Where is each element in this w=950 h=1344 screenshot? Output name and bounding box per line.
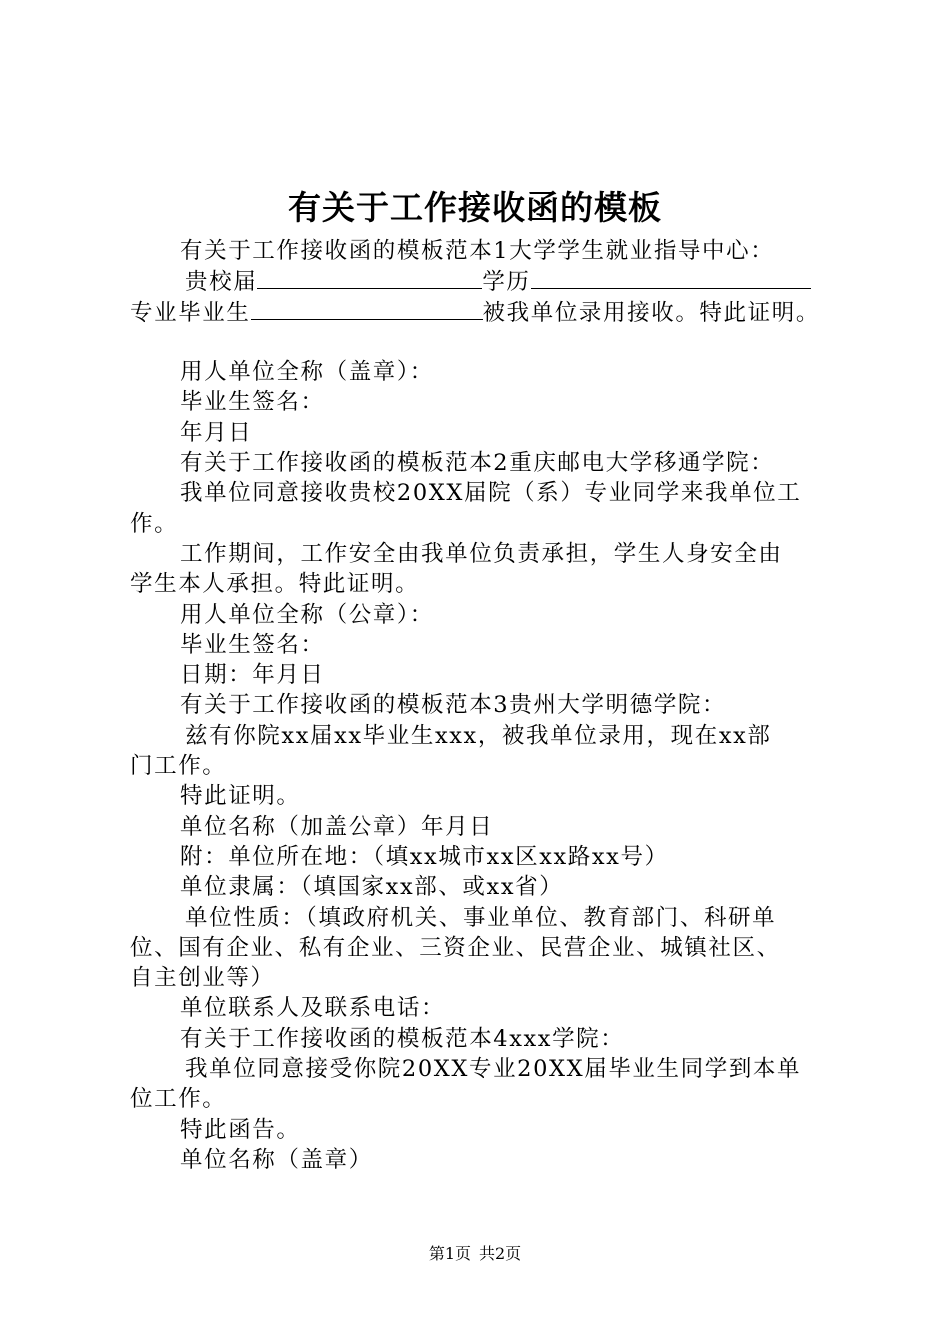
blank-line xyxy=(257,266,482,289)
sample3-affiliation: 单位隶属：（填国家xx部、或xx省） xyxy=(180,874,564,901)
sample1-line2-prefix: 贵校届 xyxy=(185,269,258,296)
sample4-unit-name: 单位名称（盖章） xyxy=(180,1146,373,1173)
sample2-unit-name: 用人单位全称（公章）： xyxy=(180,601,434,628)
sample1-line2 xyxy=(130,266,850,296)
sample1-line3 xyxy=(130,297,850,327)
sample2-paragraph2-line1: 工作期间，工作安全由我单位负责承担，学生人身安全由 xyxy=(180,540,783,567)
sample1-line2-middle: 学历 xyxy=(482,269,531,296)
blank-line xyxy=(531,266,811,289)
sample2-heading: 有关于工作接收函的模板范本2重庆邮电大学移通学院： xyxy=(180,450,775,477)
sample3-certify: 特此证明。 xyxy=(180,783,301,810)
sample3-location: 附：单位所在地：（填xx城市xx区xx路xx号） xyxy=(180,843,669,870)
sample1-line3-prefix: 专业毕业生 xyxy=(130,299,251,326)
sample3-nature-line1: 单位性质：（填政府机关、事业单位、教育部门、科研单 xyxy=(185,904,777,931)
sample1-heading: 有关于工作接收函的模板范本1大学学生就业指导中心： xyxy=(180,238,775,264)
sample1-signature: 毕业生签名： xyxy=(180,389,325,416)
document-title: 有关于工作接收函的模板 xyxy=(288,188,662,227)
sample3-paragraph1-line1: 兹有你院xx届xx毕业生xxx，被我单位录用，现在xx部 xyxy=(185,722,772,749)
page-footer xyxy=(0,1243,950,1265)
page-number-current: 第1页 xyxy=(428,1244,471,1263)
page-number-total: 共2页 xyxy=(479,1244,522,1263)
sample1-line3-suffix: 被我单位录用接收。特此证明。 xyxy=(482,299,820,326)
sample3-nature-line3: 自主创业等） xyxy=(130,965,275,992)
sample3-heading: 有关于工作接收函的模板范本3贵州大学明德学院： xyxy=(180,692,727,719)
sample1-date: 年月日 xyxy=(180,419,253,446)
sample2-paragraph2-line2: 学生本人承担。特此证明。 xyxy=(130,571,420,598)
sample3-nature-line2: 位、国有企业、私有企业、三资企业、民营企业、城镇社区、 xyxy=(130,934,781,961)
sample2-date: 日期：年月日 xyxy=(180,662,325,689)
sample4-paragraph1-line1: 我单位同意接受你院20XX专业20XX届毕业生同学到本单 xyxy=(185,1056,802,1083)
sample2-paragraph1-line2: 作。 xyxy=(130,510,179,537)
sample1-unit-name: 用人单位全称（盖章）： xyxy=(180,359,434,386)
sample2-signature: 毕业生签名： xyxy=(180,631,325,658)
sample2-paragraph1-line1: 我单位同意接收贵校20XX届院（系）专业同学来我单位工 xyxy=(180,480,802,507)
document-body xyxy=(130,236,850,1175)
blank-line xyxy=(251,297,483,320)
blank-gap xyxy=(130,327,850,357)
sample4-paragraph1-line2: 位工作。 xyxy=(130,1086,227,1113)
sample3-contact: 单位联系人及联系电话： xyxy=(180,995,446,1022)
sample4-heading: 有关于工作接收函的模板范本4xxx学院： xyxy=(180,1025,625,1052)
sample4-notice: 特此函告。 xyxy=(180,1116,301,1143)
sample3-unit-name-date: 单位名称（加盖公章）年月日 xyxy=(180,813,494,840)
sample3-paragraph1-line2: 门工作。 xyxy=(130,753,227,780)
